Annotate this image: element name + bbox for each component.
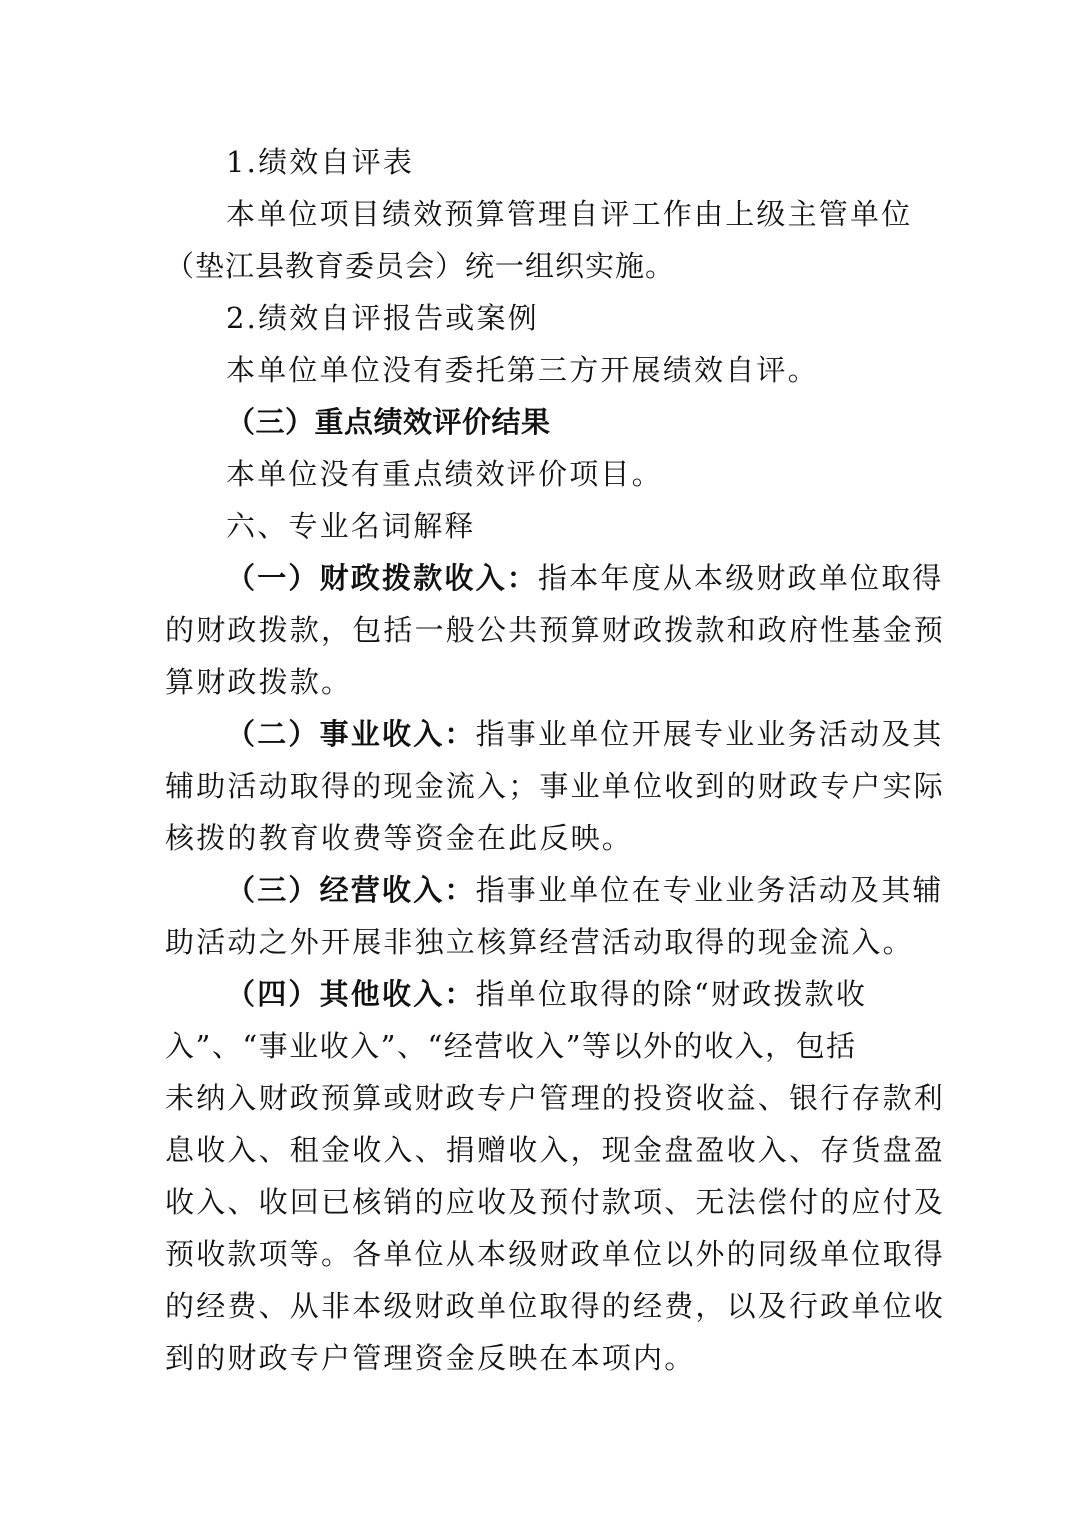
term-other-income: （四）其他收入：指单位取得的除“财政拨款收 (226, 977, 868, 1011)
paragraph-line: 收入、收回已核销的应收及预付款项、无法偿付的应付及 (165, 1185, 946, 1219)
paragraph-line: 预收款项等。各单位从本级财政单位以外的同级单位取得 (165, 1237, 946, 1271)
section-heading-key-evaluation: （三）重点绩效评价结果 (226, 405, 551, 439)
paragraph-line: 息收入、租金收入、捐赠收入，现金盘盈收入、存货盘盈 (165, 1133, 946, 1167)
paragraph-line: 算财政拨款。 (165, 665, 353, 699)
term-fiscal-appropriation: （一）财政拨款收入：指本年度从本级财政单位取得 (226, 561, 944, 595)
paragraph-line: 本单位没有重点绩效评价项目。 (226, 457, 663, 491)
paragraph-line: 助活动之外开展非独立核算经营活动取得的现金流入。 (165, 925, 914, 959)
paragraph-line: 到的财政专户管理资金反映在本项内。 (165, 1341, 696, 1375)
heading-self-evaluation-table: 1.绩效自评表 (226, 145, 415, 179)
heading-self-evaluation-report: 2.绩效自评报告或案例 (226, 301, 539, 335)
paragraph-line: 辅助活动取得的现金流入；事业单位收到的财政专户实际 (165, 769, 946, 803)
term-operating-income: （三）经营收入：指事业单位在专业业务活动及其辅 (226, 873, 944, 907)
paragraph-line: 核拨的教育收费等资金在此反映。 (165, 821, 634, 855)
paragraph-line: 未纳入财政预算或财政专户管理的投资收益、银行存款利 (165, 1081, 946, 1115)
paragraph-line: 本单位项目绩效预算管理自评工作由上级主管单位 (226, 197, 913, 231)
paragraph-line: 入”、“事业收入”、“经营收入”等以外的收入，包括 (165, 1029, 857, 1063)
section-heading-glossary: 六、专业名词解释 (226, 509, 476, 543)
paragraph-line: 的经费、从非本级财政单位取得的经费，以及行政单位收 (165, 1289, 946, 1323)
term-business-income: （二）事业收入：指事业单位开展专业业务活动及其 (226, 717, 944, 751)
paragraph-line: （垫江县教育委员会）统一组织实施。 (165, 249, 676, 283)
paragraph-line: 本单位单位没有委托第三方开展绩效自评。 (226, 353, 819, 387)
paragraph-line: 的财政拨款，包括一般公共预算财政拨款和政府性基金预 (165, 613, 946, 647)
